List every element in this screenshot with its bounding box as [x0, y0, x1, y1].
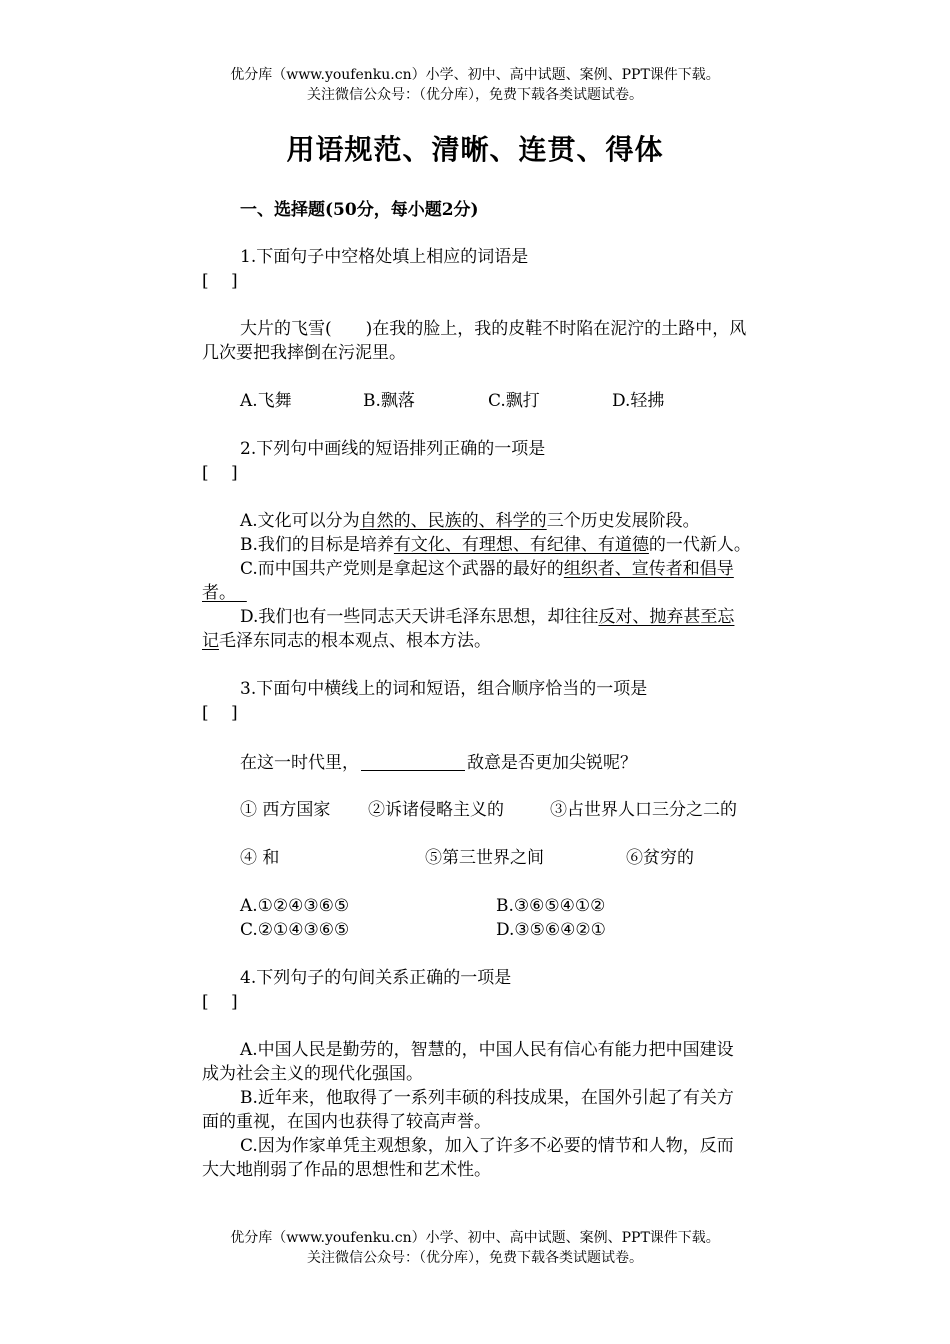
q1-text-line-2: 几次要把我摔倒在污泥里。 [202, 343, 406, 363]
q2-option-a [240, 509, 700, 533]
q2-d-post: 毛泽东同志的根本观点、根本方法。 [219, 631, 491, 651]
q4-option-a-line-2: 成为社会主义的现代化强国。 [202, 1064, 423, 1084]
page-header-line-2: 关注微信公众号：（优分库），免费下载各类试题试卷。 [307, 87, 643, 103]
q3-item-1: ① 西方国家 [240, 800, 331, 820]
q3-item-5: ⑤第三世界之间 [425, 848, 544, 868]
q2-bracket: [ ] [202, 463, 238, 483]
q3-stem: 3.下面句中横线上的词和短语，组合顺序恰当的一项是 [240, 679, 648, 699]
q3-sentence-post: 敌意是否更加尖锐呢？ [467, 753, 637, 773]
q2-option-b [240, 533, 751, 557]
q2-d-underlined-2: 记 [202, 631, 219, 651]
q4-option-b-line-1: B.近年来，他取得了一系列丰硕的科技成果，在国外引起了有关方 [240, 1088, 734, 1108]
q2-option-d [240, 605, 734, 629]
page-footer-line-1: 优分库（www.youfenku.cn）小学、初中、高中试题、案例、PPT课件下载。 [230, 1230, 720, 1246]
q4-option-c-line-2: 大大地削弱了作品的思想性和艺术性。 [202, 1160, 491, 1180]
q3-item-6: ⑥贫穷的 [626, 848, 694, 868]
q3-option-b: B.③⑥⑤④①② [496, 896, 606, 916]
q2-a-pre: A.文化可以分为 [240, 511, 360, 531]
q3-item-4: ④ 和 [240, 848, 280, 868]
q1-bracket: [ ] [202, 271, 238, 291]
q2-c-pre: C.而中国共产党则是拿起这个武器的最好的 [240, 559, 564, 579]
page-title: 用语规范、清晰、连贯、得体 [286, 133, 664, 166]
q2-a-underlined: 自然的、民族的、科学的 [359, 511, 547, 531]
q3-option-c: C.②①④③⑥⑤ [240, 920, 350, 940]
q2-option-c [240, 557, 734, 581]
q1-option-a: A.飞舞 [240, 391, 292, 411]
q4-bracket: [ ] [202, 992, 238, 1012]
q2-stem: 2.下列句中画线的短语排列正确的一项是 [240, 439, 546, 459]
q3-item-3: ③占世界人口三分之二的 [550, 800, 737, 820]
q3-sentence-pre: 在这一时代里， [240, 753, 359, 773]
page-footer-line-2: 关注微信公众号：（优分库），免费下载各类试题试卷。 [307, 1250, 643, 1266]
q3-option-d: D.③⑤⑥④②① [496, 920, 606, 940]
q3-item-2: ②诉诸侵略主义的 [368, 800, 504, 820]
page-header-line-1: 优分库（www.youfenku.cn）小学、初中、高中试题、案例、PPT课件下载。 [230, 67, 720, 83]
q1-option-c: C.飘打 [488, 391, 540, 411]
q2-b-post: 的一代新人。 [648, 535, 751, 555]
q3-blank-line [361, 753, 465, 771]
q2-c-underlined-1: 组织者、宣传者和倡导 [563, 559, 734, 579]
q3-sentence [240, 751, 637, 775]
q3-option-a: A.①②④③⑥⑤ [240, 896, 350, 916]
q1-option-d: D.轻拂 [612, 391, 665, 411]
q2-d-underlined-1: 反对、抛弃甚至忘 [598, 607, 735, 627]
q4-option-b-line-2: 面的重视，在国内也获得了较高声誉。 [202, 1112, 491, 1132]
q4-stem: 4.下列句子的句间关系正确的一项是 [240, 968, 512, 988]
q2-b-underlined: 有文化、有理想、有纪律、有道德 [393, 535, 649, 555]
q2-a-post: 三个历史发展阶段。 [546, 511, 700, 531]
q2-option-c-cont [202, 581, 247, 605]
q1-text-line-1: 大片的飞雪( )在我的脸上，我的皮鞋不时陷在泥泞的土路中，风 [240, 319, 747, 339]
q1-stem: 1.下面句子中空格处填上相应的词语是 [240, 247, 529, 267]
q2-d-pre: D.我们也有一些同志天天讲毛泽东思想，却往往 [240, 607, 599, 627]
q2-c-underlined-2: 者。 [202, 583, 236, 603]
q2-option-d-cont [202, 629, 491, 653]
q4-option-c-line-1: C.因为作家单凭主观想象，加入了许多不必要的情节和人物，反而 [240, 1136, 734, 1156]
q3-bracket: [ ] [202, 703, 238, 723]
section-heading: 一、选择题(50分，每小题2分) [240, 200, 479, 220]
q4-option-a-line-1: A.中国人民是勤劳的，智慧的，中国人民有信心有能力把中国建设 [240, 1040, 734, 1060]
q1-option-b: B.飘落 [363, 391, 415, 411]
q2-b-pre: B.我们的目标是培养 [240, 535, 394, 555]
